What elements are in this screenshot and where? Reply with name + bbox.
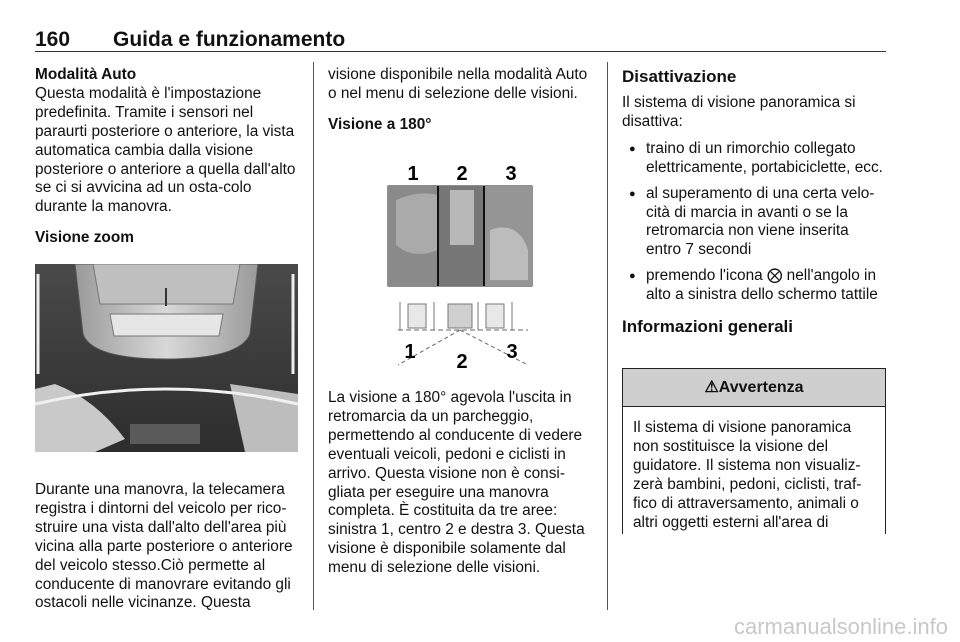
- header-rule: [35, 51, 886, 52]
- warning-header: [623, 369, 885, 407]
- deactivation-heading: Disattivazione: [622, 67, 737, 86]
- auto-mode-heading: Modalità Auto: [35, 66, 137, 83]
- page-number: 160: [35, 28, 71, 51]
- column-3: [622, 66, 887, 338]
- figure-label-top-2: 2: [456, 163, 468, 185]
- view-180-text: La visione a 180° agevola l'uscita in retromarcia da un parcheggio, permettendo al conducente di vedere eventuali veicoli, pedoni e ciclisti in arrivo. Questa visione non è consi-gliata per eseguire una manovra completa. È costituita da tre aree: sinistra 1, centro 2 e destra 3. Questa visione è disponibile solamente dal menu di selezione delle visioni.: [328, 389, 585, 577]
- auto-mode-text: Questa modalità è l'impostazione predefinita. Tramite i sensori nel paraurti posteriore o anteriore, la vista automatica cambia dalla visione posteriore o anteriore a quella dall'alto se ci si avvicina ad un osta-colo durante la manovra.: [35, 84, 296, 216]
- figure-label-bottom-3: 3: [506, 341, 518, 363]
- list-item: ● al superamento di una certa velo-cità di marcia in avanti o se la retromarcia non viene inserita entro 7 secondi: [622, 185, 887, 261]
- zoom-continuation-text: visione disponibile nella modalità Auto o nel menu di selezione delle visioni.: [328, 66, 588, 102]
- figure-label-top-3: 3: [505, 163, 517, 185]
- view-180-heading: Visione a 180°: [328, 115, 432, 133]
- list-item: ● traino di un rimorchio collegato elettricamente, portabiciclette, ecc.: [622, 140, 887, 178]
- column-divider-2: [607, 62, 608, 610]
- column-2: [328, 66, 593, 135]
- view-180-text-block: [328, 389, 593, 578]
- zoom-view-text: Durante una manovra, la telecamera registra i dintorni del veicolo per rico-struire una vista dall'alto dell'area più vicina alla parte posteriore o anteriore del veicolo stesso.Ciò permette al conducente di manovrare evitando gli ostacoli nelle vicinanze. Questa: [35, 481, 293, 612]
- zoom-view-image: [35, 264, 298, 452]
- section-title: Guida e funzionamento: [113, 28, 346, 51]
- figure-label-bottom-2: 2: [456, 351, 468, 370]
- deactivation-intro: Il sistema di visione panoramica si disattiva:: [622, 94, 856, 130]
- watermark: carmanualsonline.info: [733, 614, 948, 639]
- page-header: [0, 0, 960, 52]
- warning-box: [622, 368, 886, 534]
- list-item: ● premendo l'icona ⨂ nell'angolo in alto a sinistra dello schermo tattile: [622, 267, 887, 305]
- warning-title: Avvertenza: [718, 379, 804, 396]
- zoom-text-block: [35, 481, 300, 613]
- general-info-heading: Informazioni generali: [622, 317, 793, 337]
- deactivation-list: [622, 140, 887, 305]
- figure-label-top-1: 1: [407, 163, 419, 185]
- warning-text: Il sistema di visione panoramica non sostituisce la visione del guidatore. Il sistema non visualiz-zerà bambini, pedoni, ciclisti, traf-fico di attraversamento, animali o altri oggetti esterni all'area di: [633, 419, 862, 531]
- zoom-view-heading: Visione zoom: [35, 229, 134, 247]
- column-divider-1: [313, 62, 314, 610]
- warning-triangle-icon: ⚠: [704, 379, 719, 396]
- figure-label-bottom-1: 1: [404, 341, 416, 363]
- view-180-figure: [378, 160, 538, 370]
- column-1: [35, 66, 300, 248]
